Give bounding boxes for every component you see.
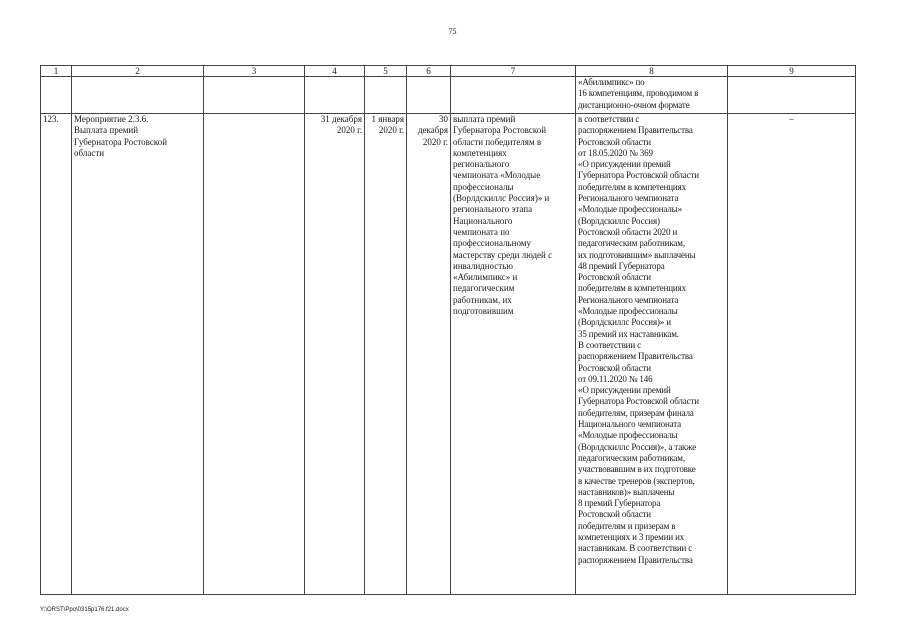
column-number: 5 <box>365 66 407 77</box>
planned-result: выплата премий Губернатора Ростовской области победителям в компетенциях регионального чемпионата «Молодые профессионалы (Ворлдскиллс Россия)» и регионального этапа Национального чемпионата по профессиональному мастерству среди людей с инвалидностью «Абилимпикс» и педагогическим работникам, их подготовившим <box>451 114 576 595</box>
table-cell <box>41 77 72 114</box>
column-number: 6 <box>407 66 451 77</box>
actual-end-date: 30 декабря 2020 г. <box>407 114 451 595</box>
activity-name: Мероприятие 2.3.6. Выплата премий Губернатора Ростовской области <box>72 114 204 595</box>
file-path-footer: Y:\ORST\Ppo\0315p176.f21.docx <box>40 607 129 613</box>
continuation-row <box>41 77 856 114</box>
result-cell-continued: «Абилимпикс» по 16 компетенциям, проводимом в дистанционно-очном формате <box>576 77 728 114</box>
responsible-cell <box>204 114 305 595</box>
table-cell <box>728 77 856 114</box>
column-number: 4 <box>305 66 365 77</box>
row-number: 123. <box>41 114 72 595</box>
actual-start-date: 1 января 2020 г. <box>365 114 407 595</box>
table-row <box>41 114 856 595</box>
table-cell <box>72 77 204 114</box>
column-number: 3 <box>204 66 305 77</box>
table-cell <box>407 77 451 114</box>
page-number: 75 <box>448 27 457 36</box>
actual-result: в соответствии с распоряжением Правительства Ростовской области от 18.05.2020 № 369 «О присуждении премий Губернатора Ростовской области победителям в компетенциях Регионального чемпионата «Молодые профессионалы» (Ворлдскиллс Россия) Ростовской области 2020 и педагогическим работникам, их подготовившим» выплачены 48 премий Губернатора Ростовской области победителям в компетенциях Регионального чемпионата «Молодые профессионалы (Ворлдскиллс Россия)» и 35 премий их наставникам. В соответствии с распоряжением Правительства Ростовской области от 09.11.2020 № 146 «О присуждении премий Губернатора Ростовской области победителям, призерам финала Национального чемпионата «Молодые профессионалы (Ворлдскиллс Россия)», а также педагогическим работникам, участвовавшим в их подготовке в качестве тренеров (экспертов, наставников)» выплачены 8 премий Губернатора Ростовской области победителям и призерам в компетенциях и 3 премии их наставникам. В соответствии с распоряжением Правительства <box>576 114 728 595</box>
table-cell <box>305 77 365 114</box>
reasons-cell: – <box>728 114 856 595</box>
column-number-row <box>41 66 856 77</box>
column-number: 7 <box>451 66 576 77</box>
document-table <box>40 65 856 595</box>
column-number: 1 <box>41 66 72 77</box>
column-number: 2 <box>72 66 204 77</box>
table-cell <box>365 77 407 114</box>
column-number: 9 <box>728 66 856 77</box>
table-cell <box>204 77 305 114</box>
table-cell <box>451 77 576 114</box>
column-number: 8 <box>576 66 728 77</box>
planned-end-date: 31 декабря 2020 г. <box>305 114 365 595</box>
